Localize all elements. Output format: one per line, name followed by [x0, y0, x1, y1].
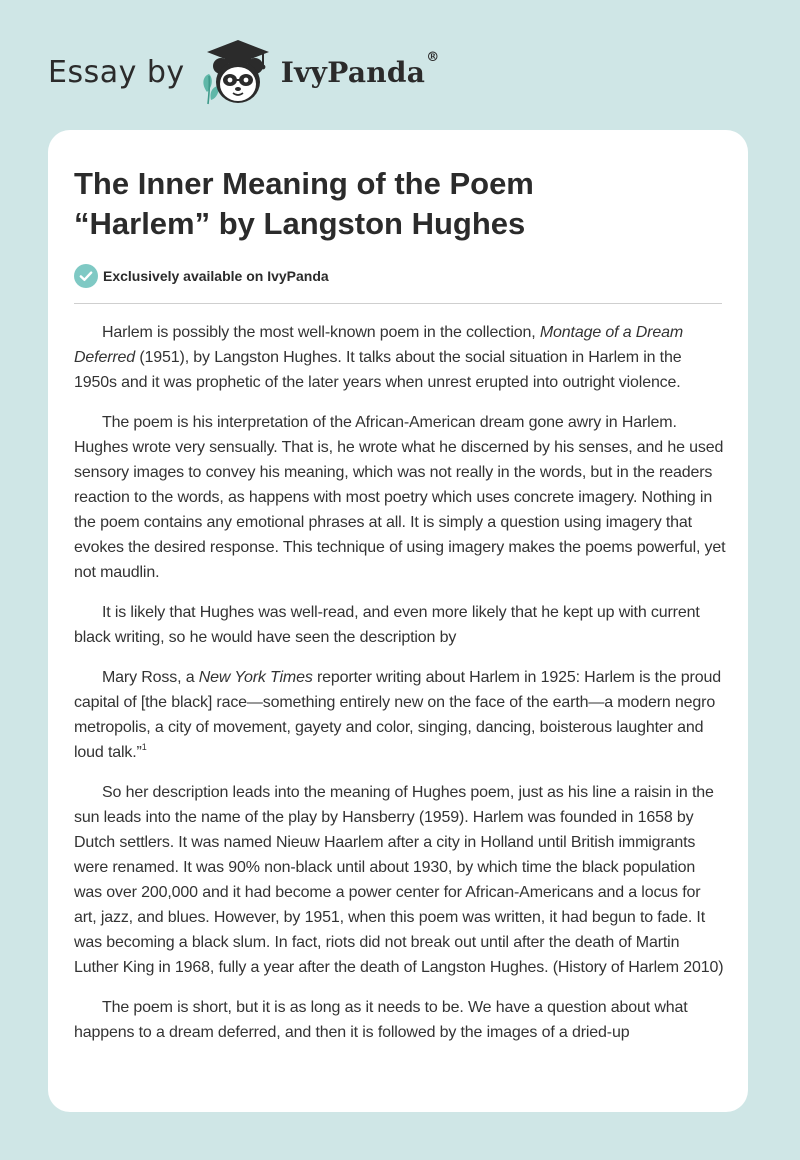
essay-body: [74, 320, 726, 1060]
paragraph-6: The poem is short, but it is as long as it needs to be. We have a question about what happens to a dream deferred, and then it is followed by the images of a dried-up: [74, 999, 688, 1041]
brand-name: IvyPanda®: [280, 49, 440, 89]
essay-title-line-1: The Inner Meaning of the Poem: [74, 166, 534, 201]
brand-prefix: Essay by: [48, 54, 185, 90]
check-circle-icon: [74, 264, 98, 288]
registered-mark: ®: [426, 49, 440, 65]
essay-title: [74, 164, 674, 244]
exclusive-badge: [74, 264, 329, 288]
newspaper-title: New York Times: [198, 669, 313, 686]
essay-card: [48, 130, 748, 1112]
panda-logo-icon: [199, 34, 277, 110]
exclusive-badge-text: Exclusively available on IvyPanda: [103, 268, 329, 284]
paragraph-2: The poem is his interpretation of the African-American dream gone awry in Harlem. Hughes wrote very sensually. That is, he wrote what he discerned by his senses, and he used sensory images to convey his meaning, which was not really in the words, but in the readers reaction to the words, as happens with most poetry which uses concrete imagery. Nothing in the poem contains any emotional phrases at all. It is simply a question using imagery that evokes the desired response. This technique of using imagery makes the poems powerful, yet not maudlin.: [74, 414, 726, 581]
footnote-ref-1[interactable]: 1: [141, 741, 147, 752]
brand-header[interactable]: [48, 34, 440, 110]
paragraph-4: Mary Ross, a New York Times reporter writing about Harlem in 1925: Harlem is the proud capital of [the black] race—something entirely new on the face of the earth—a modern negro metropolis, a city of movement, gayety and color, singing, dancing, boisterous laughter and loud talk.”$^1$: [74, 669, 721, 761]
paragraph-1: Harlem is possibly the most well-known poem in the collection, Montage of a Dream Deferred (1951), by Langston Hughes. It talks about the social situation in Harlem in the 1950s and it was prophetic of the later years when unrest erupted into outright violence.: [74, 324, 684, 391]
book-title: Montage of a Dream Deferred: [74, 324, 684, 366]
paragraph-5: So her description leads into the meaning of Hughes poem, just as his line a raisin in the sun leads into the name of the play by Hansberry (1959). Harlem was founded in 1658 by Dutch settlers. It was named Nieuw Haarlem after a city in Holland until British immigrants were renamed. It was 90% non-black until about 1930, by which time the black population was over 200,000 and it had become a power center for African-Americans and a locus for art, jazz, and blues. However, by 1951, when this poem was written, it had begun to fade. It was becoming a black slum. In fact, riots did not break out until after the death of Martin Luther King in 1968, fully a year after the death of Langston Hughes. (History of Harlem 2010): [74, 784, 724, 976]
divider: [74, 303, 722, 304]
essay-title-line-2: “Harlem” by Langston Hughes: [74, 206, 526, 241]
paragraph-3: It is likely that Hughes was well-read, and even more likely that he kept up with current black writing, so he would have seen the description by: [74, 604, 700, 646]
